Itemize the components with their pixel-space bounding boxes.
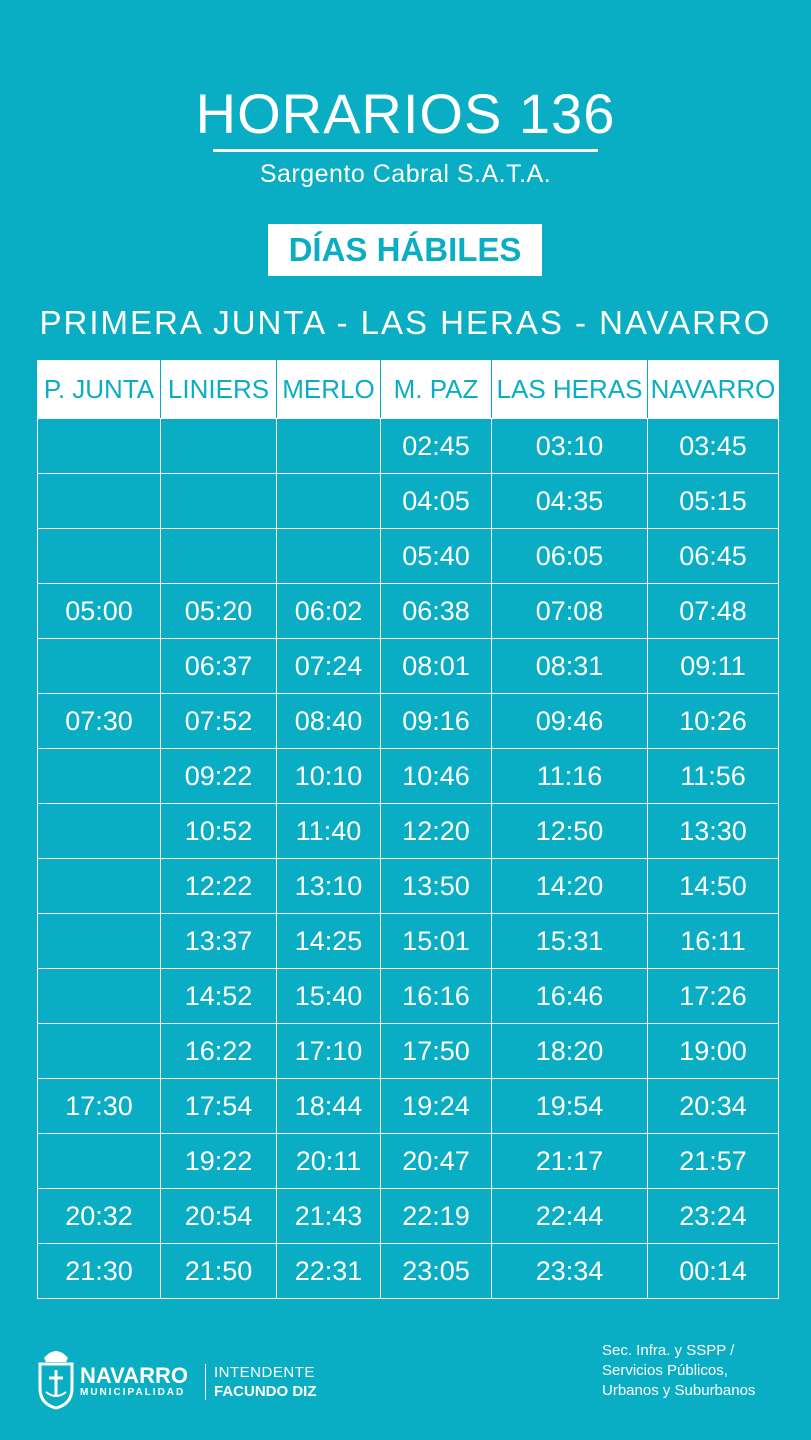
time-cell: 22:31 [277,1244,381,1299]
time-cell: 21:30 [38,1244,161,1299]
table-row [38,1134,779,1189]
time-cell: 17:50 [381,1024,492,1079]
time-cell: 02:45 [381,419,492,474]
time-cell: 21:50 [161,1244,277,1299]
table-row [38,694,779,749]
time-cell [38,804,161,859]
table-row [38,749,779,804]
schedule-header-row [38,361,779,419]
time-cell [161,474,277,529]
time-cell: 21:43 [277,1189,381,1244]
time-cell: 16:16 [381,969,492,1024]
column-header: LAS HERAS [492,361,648,419]
time-cell: 20:11 [277,1134,381,1189]
time-cell: 07:52 [161,694,277,749]
time-cell: 14:20 [492,859,648,914]
time-cell: 13:37 [161,914,277,969]
time-cell [161,529,277,584]
time-cell: 19:22 [161,1134,277,1189]
time-cell [38,914,161,969]
time-cell [277,474,381,529]
footer-divider [205,1364,206,1400]
time-cell: 08:01 [381,639,492,694]
time-cell: 20:54 [161,1189,277,1244]
time-cell [38,474,161,529]
time-cell: 07:24 [277,639,381,694]
time-cell: 07:30 [38,694,161,749]
table-row [38,804,779,859]
time-cell [38,639,161,694]
time-cell: 06:45 [648,529,779,584]
time-cell: 21:57 [648,1134,779,1189]
time-cell: 17:54 [161,1079,277,1134]
time-cell [38,749,161,804]
time-cell: 03:10 [492,419,648,474]
time-cell: 10:10 [277,749,381,804]
time-cell: 12:50 [492,804,648,859]
time-cell: 15:31 [492,914,648,969]
column-header: M. PAZ [381,361,492,419]
table-row [38,1244,779,1299]
time-cell: 03:45 [648,419,779,474]
time-cell: 17:10 [277,1024,381,1079]
table-row [38,914,779,969]
time-cell: 16:22 [161,1024,277,1079]
time-cell: 13:30 [648,804,779,859]
table-row [38,584,779,639]
municipality-crest-icon [36,1344,76,1410]
time-cell: 20:34 [648,1079,779,1134]
time-cell: 08:31 [492,639,648,694]
table-row [38,639,779,694]
time-cell: 17:26 [648,969,779,1024]
time-cell: 16:11 [648,914,779,969]
time-cell: 05:15 [648,474,779,529]
table-row [38,474,779,529]
column-header: NAVARRO [648,361,779,419]
time-cell: 11:40 [277,804,381,859]
intendente-label: INTENDENTE [214,1364,315,1381]
time-cell [38,1024,161,1079]
time-cell: 07:48 [648,584,779,639]
time-cell: 19:24 [381,1079,492,1134]
column-header: P. JUNTA [38,361,161,419]
time-cell: 20:32 [38,1189,161,1244]
table-row [38,529,779,584]
time-cell: 21:17 [492,1134,648,1189]
table-row [38,1024,779,1079]
time-cell: 06:37 [161,639,277,694]
time-cell: 09:11 [648,639,779,694]
time-cell: 19:00 [648,1024,779,1079]
time-cell: 23:05 [381,1244,492,1299]
credits [602,1341,755,1401]
table-row [38,419,779,474]
time-cell: 08:40 [277,694,381,749]
time-cell: 15:40 [277,969,381,1024]
time-cell [277,419,381,474]
title-underline [213,149,598,152]
credits-line: Servicios Públicos, [602,1362,728,1379]
time-cell: 17:30 [38,1079,161,1134]
time-cell: 11:56 [648,749,779,804]
time-cell: 22:19 [381,1189,492,1244]
time-cell: 10:26 [648,694,779,749]
time-cell: 23:24 [648,1189,779,1244]
time-cell [38,419,161,474]
time-cell: 14:52 [161,969,277,1024]
time-cell: 06:02 [277,584,381,639]
page-title: HORARIOS 136 [195,82,616,145]
table-row [38,1189,779,1244]
time-cell: 04:35 [492,474,648,529]
schedule-table [37,360,779,1299]
time-cell: 12:20 [381,804,492,859]
time-cell: 18:44 [277,1079,381,1134]
time-cell [38,859,161,914]
time-cell: 12:22 [161,859,277,914]
time-cell [277,529,381,584]
intendente-name: FACUNDO DIZ [214,1383,317,1400]
column-header: LINIERS [161,361,277,419]
credits-line: Sec. Infra. y SSPP / [602,1342,735,1359]
time-cell: 20:47 [381,1134,492,1189]
time-cell: 00:14 [648,1244,779,1299]
time-cell: 13:50 [381,859,492,914]
route-heading: PRIMERA JUNTA - LAS HERAS - NAVARRO [39,304,772,341]
time-cell: 10:46 [381,749,492,804]
time-cell [38,1134,161,1189]
time-cell: 10:52 [161,804,277,859]
time-cell: 14:50 [648,859,779,914]
time-cell: 18:20 [492,1024,648,1079]
table-row [38,1079,779,1134]
time-cell: 09:16 [381,694,492,749]
column-header: MERLO [277,361,381,419]
time-cell: 04:05 [381,474,492,529]
time-cell: 09:22 [161,749,277,804]
day-type-badge: DÍAS HÁBILES [268,224,542,276]
time-cell [161,419,277,474]
time-cell: 22:44 [492,1189,648,1244]
time-cell: 05:00 [38,584,161,639]
time-cell: 06:38 [381,584,492,639]
time-cell: 15:01 [381,914,492,969]
time-cell: 11:16 [492,749,648,804]
brand-name: NAVARRO [80,1363,188,1388]
time-cell: 05:20 [161,584,277,639]
time-cell: 19:54 [492,1079,648,1134]
credits-line: Urbanos y Suburbanos [602,1382,756,1399]
time-cell: 14:25 [277,914,381,969]
brand-subtitle: MUNICIPALIDAD [80,1387,186,1398]
time-cell: 06:05 [492,529,648,584]
time-cell: 23:34 [492,1244,648,1299]
time-cell: 13:10 [277,859,381,914]
table-row [38,859,779,914]
time-cell [38,969,161,1024]
time-cell: 05:40 [381,529,492,584]
time-cell: 16:46 [492,969,648,1024]
time-cell: 07:08 [492,584,648,639]
time-cell: 09:46 [492,694,648,749]
time-cell [38,529,161,584]
operator-subtitle: Sargento Cabral S.A.T.A. [259,160,552,188]
table-row [38,969,779,1024]
